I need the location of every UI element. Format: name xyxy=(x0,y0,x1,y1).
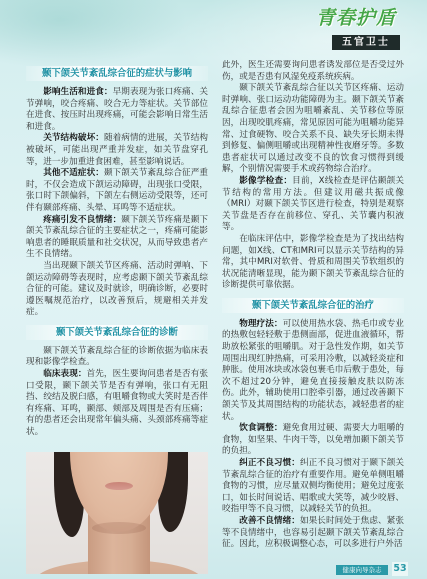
diagnosis-heading: 颞下颌关节紊乱综合征的诊断 xyxy=(26,325,208,340)
paragraph-text: 颞下颌关节紊乱综合征的诊断依据为临床表现和影像学检查。 xyxy=(26,345,208,368)
paragraph-lead: 饮食调整： xyxy=(239,423,283,434)
paragraph-imaging xyxy=(222,176,404,234)
paragraph-text: 当出现颞下颌关节区疼痛、活动时弹响、下颌运动障碍等表现时，应考虑颞下颌关节紊乱综合征的可能。建议及时就诊，明确诊断，必要时遵医嘱规范治疗，以改善预后，规避相关并发症。 xyxy=(26,260,208,318)
paragraph-lead: 关节结构破坏： xyxy=(43,133,104,144)
paragraph-lead: 疼痛引发不良情绪： xyxy=(43,214,122,225)
paragraph-evaluation xyxy=(222,234,404,292)
paragraph-text: 早期表现为张口疼痛、关节弹响，咬合疼痛、咬合无力等症状。关节部位在进食、按压时出现疼痛，可能会影响日常生活和进食。 xyxy=(26,87,208,132)
paragraph-lead: 纠正不良习惯： xyxy=(239,458,300,468)
paragraph-causes xyxy=(222,83,404,176)
paragraph-text: 颞下颌关节紊乱综合征严重时，不仅会造成下颌运动障碍，出现张口受限，张口时下颌偏斜，下颌左右侧运动受限等，还可伴有颞部疼痛、头晕、耳鸣等不适症状。 xyxy=(26,168,208,213)
page-number: 53 xyxy=(393,563,407,574)
paragraph-text: 随着病情的进展，关节结构被破坏，可能出现严重并发症，如关节盘穿孔等，进一步加重进食困难，甚至影响说话。 xyxy=(26,133,208,167)
section-label: 五官卫士 xyxy=(332,35,400,50)
paragraph-text: 颞下颌关节疼痛是颞下颌关节紊乱综合征的主要症状之一，疼痛可能影响患者的睡眠质量和社交状况，从而导致患者产生不良情绪。 xyxy=(26,214,208,260)
paragraph-habits xyxy=(222,458,404,516)
magazine-name: 健康向导杂志 xyxy=(336,565,388,575)
paragraph-lead: 影像学检查： xyxy=(239,175,293,186)
right-column xyxy=(222,60,404,558)
treatment-heading: 颞下颌关节紊乱综合征的治疗 xyxy=(222,298,404,313)
column-title: 青春护盾 xyxy=(316,7,397,29)
paragraph-text: 纠正不良习惯对于颞下颌关节紊乱综合征的治疗有重要作用。避免单侧咀嚼食物的习惯，应尽量双侧均衡使用；避免过度张口，如长时间说话、唱歌或大笑等，减少咬唇、咬指甲等不良习惯，以减轻关节的负担。 xyxy=(222,458,404,515)
paragraph-text: 颞下颌关节紊乱综合征以关节区疼痛、运动时弹响、张口运动功能障碍为主。颞下颌关节紊乱综合征患者会因为咀嚼紊乱、关节移位等原因，出现咬肌疼痛，常见原因可能为咀嚼功能异常、过食硬物、咬合关系不良、缺失牙长期未得到修复、偏侧咀嚼或出现精神性夜磨牙等。多数患者症状可以通过改变不良的饮食习惯得到缓解，个别情况需要手术或药物综合治疗。 xyxy=(222,83,404,175)
paragraph-lead: 临床表现： xyxy=(43,369,87,380)
paragraph-joint-damage xyxy=(26,133,208,168)
paragraph-diagnosis-basis xyxy=(26,346,208,369)
left-column xyxy=(26,64,208,448)
paragraph-lead: 其他不适症状： xyxy=(43,168,104,179)
paragraph-physiotherapy xyxy=(222,319,404,423)
paragraph-lead: 物理疗法： xyxy=(239,318,283,329)
paragraph-other-symptoms xyxy=(26,168,208,214)
paragraph-text: 避免食用过硬、需要大力咀嚼的食物，如坚果、牛肉干等，以免增加颞下颌关节的负担。 xyxy=(222,423,404,457)
paragraph-diet xyxy=(222,423,404,458)
paragraph-text: 在临床评估中，影像学检查是为了找出结构问题，如X线、CT和MRI可以显示关节结构的异常，其中MRI对软骨、骨质和周围关节软组织的状况能清晰显现，能为颞下颌关节紊乱综合征的诊断提供可靠依据。 xyxy=(222,233,404,291)
symptoms-heading: 颞下颌关节紊乱综合征的症状与影响 xyxy=(26,66,208,81)
paragraph-lead: 改善不良情绪： xyxy=(239,515,300,526)
paragraph-text: 可以使用热水袋、热毛巾或专业的热敷包轻轻敷于患侧面部，促进血液循环，帮助放松紧张的咀嚼肌。对于急性发作期，如关节周围出现红肿热痛，可采用冷敷，以减轻炎症和肿胀。使用冰块或冰袋包裹毛巾后敷于患处，每次不超过20分钟，避免直接接触皮肤以防冻伤。此外，辅助使用口腔牵引器，通过改善颞下颌关节及其周围结构的功能状态，减轻患者的症状。 xyxy=(222,318,404,422)
paragraph-text: 此外，医生还需要询问患者诱发部位是否受过外伤，或是否患有风湿免疫系统疾病。 xyxy=(222,60,404,82)
paragraph-advice xyxy=(26,261,208,319)
paragraph-emotions xyxy=(26,215,208,261)
paragraph-history xyxy=(222,60,404,83)
photo-chin-shadow xyxy=(92,522,146,534)
paragraph-eating xyxy=(26,87,208,133)
paragraph-clinical xyxy=(26,369,208,439)
jaw-photo xyxy=(26,452,208,574)
paragraph-text: 目前，X线检查是评估颞颌关节结构的常用方法。但建议用磁共振成像（MRI）对颞下颌关节区进行检查，特别是观察关节盘是否存在前移位、穿孔、关节囊内积液等。 xyxy=(222,175,404,233)
paragraph-lead: 影响生活和进食： xyxy=(43,87,113,97)
photo-lips xyxy=(105,482,133,490)
paragraph-text: 首先，医生要询问患者是否有张口受限，颞下颌关节是否有弹响，张口有无阻挡、绞结及脱臼感，有咀嚼食物或大笑时是否伴有疼痛、耳鸣，颞部、颊部及周围是否有压痛；有的患者还会出现常年偏头痛、头颈部疼痛等症状。 xyxy=(26,369,208,438)
photo-face xyxy=(70,452,168,532)
paragraph-mood xyxy=(222,516,404,551)
paragraph-text: 如果长时间处于焦虑、紧张等不良情绪中，也容易引起颞下颌关节紊乱综合征。因此，应积极调整心态，可以多进行户外活 xyxy=(222,515,404,550)
